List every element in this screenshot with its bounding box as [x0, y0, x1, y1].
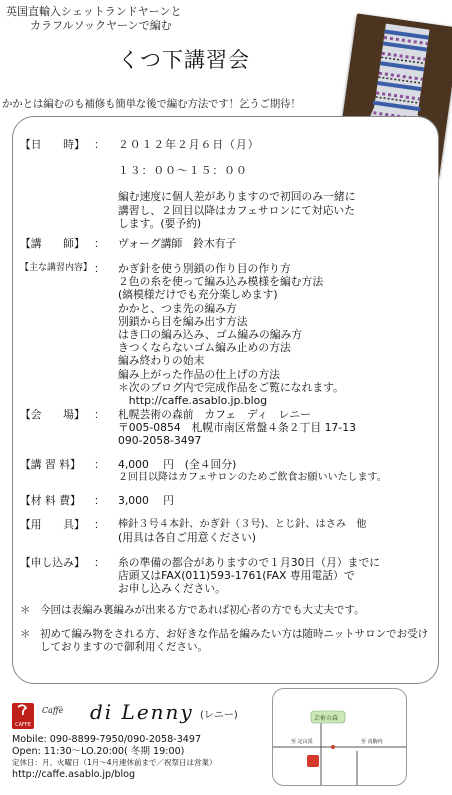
material-row	[20, 494, 440, 508]
note-star: ＊	[20, 628, 31, 640]
map-label-left: 至 定山渓	[291, 739, 313, 745]
instructor-colon: ：	[94, 237, 105, 250]
tools-value	[118, 518, 430, 544]
blog-note: ＊次のブログ内で完成作品をご覧になれます。	[118, 380, 344, 394]
logo-caffe: Caffè	[42, 706, 64, 715]
note-1	[20, 604, 440, 618]
venue-row	[20, 408, 440, 452]
instructor-value: ヴォーグ講師 鈴木有子	[118, 237, 237, 250]
blog-link[interactable]: http://caffe.asablo.jp.blog	[118, 394, 268, 408]
content-item: (縞模様だけでも充分楽しめます)	[118, 288, 278, 302]
venue-label: 【会 場】	[20, 408, 85, 421]
content-item: 別鎖から目を編み出す方法	[118, 314, 248, 328]
content-list	[118, 262, 430, 407]
apply-fax: 店頭又はFAX(011)593-1761(FAX 専用電話）で	[118, 569, 355, 583]
content-item: きつくならないゴム編み止めの方法	[118, 341, 291, 355]
subtitle-line-2: カラフルソックヤーンで編む	[30, 19, 172, 32]
logo-mark-text: CAFFE	[15, 722, 31, 728]
fee-label: 【講 習 料】	[20, 458, 81, 471]
closed-days: 定休日：月、火曜日（1月〜4月連休前まで／祝祭日は営業）	[12, 758, 217, 768]
apply-value	[118, 556, 430, 596]
venue-name: 札幌芸術の森前 カフェ ディ レニー	[118, 408, 311, 421]
content-colon: ：	[94, 262, 105, 275]
date-value	[118, 138, 430, 230]
content-item: ２色の糸を使って編み込み模様を編む方法	[118, 275, 324, 289]
venue-colon: ：	[94, 408, 105, 421]
tools-label: 【用 具】	[20, 518, 85, 531]
venue-address: 〒005-0854 札幌市南区常盤４条２丁目 17-13	[118, 421, 356, 435]
content-row	[20, 262, 440, 412]
map-label-park: 芸術の森	[314, 715, 339, 722]
fee-value	[118, 458, 430, 484]
note-text: 初めて編み物をされる方、お好きな作品を編みたい方は随時ニットサロンでお受けしておりますので御利用ください。	[40, 628, 429, 653]
date-text: ２０１２年２月６日（月）	[118, 138, 260, 151]
material-value: 3,000 円	[118, 494, 174, 507]
contact-info	[12, 734, 217, 780]
map-drawing	[273, 689, 406, 785]
fee-note: ２回目以降はカフェサロンのためご飲食お願いいたします。	[118, 472, 387, 484]
subtitle-line-1: 英国直輸入シェットランドヤーンと	[6, 5, 182, 18]
shop-name: di Lenny	[90, 700, 194, 724]
note-text: 今回は表編み裏編みが出来る方であれば初心者の方でも大丈夫です。	[40, 604, 365, 616]
page-title: くつ下講習会	[118, 48, 250, 72]
fee-row	[20, 458, 440, 488]
time-text: １３：００〜１５：００	[118, 164, 248, 178]
fee-amount: 4,000 円 (全４回分)	[118, 458, 237, 471]
tools-list: 棒針３号４本針、かぎ針（３号)、とじ針、はさみ 他	[118, 519, 367, 530]
note-2	[20, 628, 440, 656]
venue-value	[118, 408, 430, 448]
date-row	[20, 138, 440, 228]
open-hours: Open: 11:30〜LO.20:00( 冬期 19:00)	[12, 745, 185, 757]
apply-colon: ：	[94, 556, 105, 569]
content-item: かかと、つま先の編み方	[118, 301, 237, 315]
tools-row	[20, 518, 440, 546]
mobile-number: Mobile: 090-8899-7950/090-2058-3497	[12, 734, 202, 745]
apply-label: 【申し込み】	[20, 556, 85, 569]
date-note-2: 講習し、２回目以降はカフェサロンにて対応いた	[118, 203, 355, 217]
apply-row	[20, 556, 440, 598]
date-note-3: します。(要予約)	[118, 216, 202, 230]
caffe-logo-icon	[12, 703, 34, 729]
material-colon: ：	[94, 494, 105, 507]
shop-name-kana: (レニー)	[200, 710, 238, 721]
instructor-row	[20, 237, 440, 251]
material-label: 【材 料 費】	[20, 494, 81, 507]
apply-closing: お申し込みください。	[118, 582, 226, 596]
instructor-label: 【講 師】	[20, 237, 85, 250]
content-item: はき口の編み込み、ゴム編みの編み方	[118, 328, 303, 342]
access-map	[272, 688, 407, 786]
date-note-1: 編む速度に個人差がありますので初回のみ一緒に	[118, 190, 356, 204]
note-star: ＊	[20, 604, 31, 616]
date-colon: ：	[94, 138, 105, 151]
content-item: 編み終わりの始末	[118, 354, 205, 368]
date-label: 【日 時】	[20, 138, 85, 151]
map-label-right: 至 真駒内	[361, 739, 383, 745]
content-label: 【主な講習内容】	[20, 263, 93, 273]
fee-colon: ：	[94, 458, 105, 471]
blog-url[interactable]: http://caffe.asablo.jp/blog	[12, 768, 136, 780]
tools-colon: ：	[94, 518, 105, 531]
tagline: かかとは編むのも補修も簡単な後で編む方法です！乞うご期待！	[2, 98, 301, 110]
content-item: 編み上がった作品の仕上げの方法	[118, 367, 280, 381]
subtitle	[6, 5, 182, 33]
venue-phone: 090-2058-3497	[118, 434, 202, 448]
apply-deadline: 糸の準備の都合がありますので１月30日（月）までに	[118, 556, 381, 569]
content-item: かぎ針を使う別鎖の作り目の作り方	[118, 262, 291, 275]
tools-note: (用具は各自ご用意ください)	[118, 531, 256, 545]
cup-icon	[12, 703, 34, 721]
